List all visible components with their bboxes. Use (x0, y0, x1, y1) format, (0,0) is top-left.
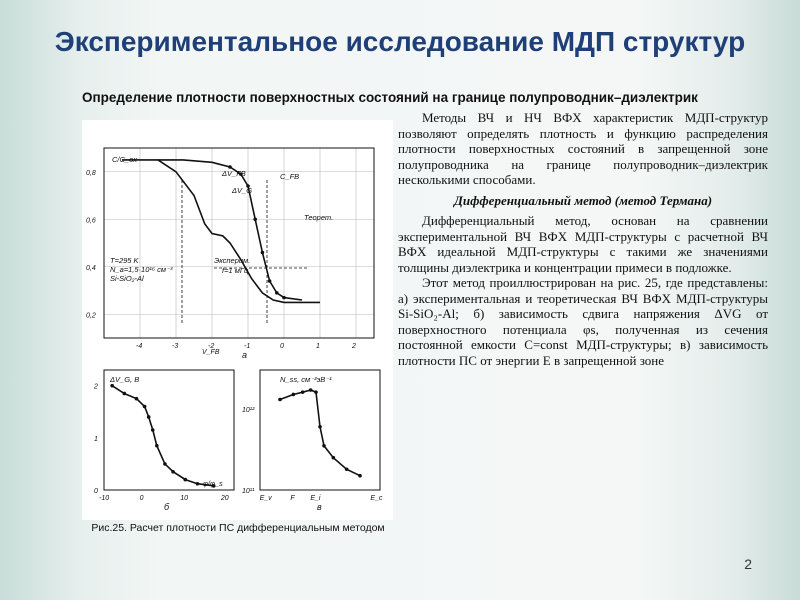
exper-label: Эксперим. (214, 256, 251, 265)
dvg-point (163, 462, 167, 466)
dvg-label: ΔV_G (232, 186, 253, 195)
nss-curve (280, 390, 360, 476)
dvg-curve (112, 386, 214, 486)
panel-a-ytick: 0,2 (86, 312, 96, 320)
panel-a-ylabel: C/C_ox (112, 155, 138, 164)
cfb-label: C_FB (280, 172, 300, 181)
experimental-curve (122, 160, 320, 303)
params-structure: Si-SiO₂-Al (110, 274, 144, 283)
dvg-point (123, 392, 127, 396)
panel-a-xtick: -2 (208, 343, 215, 350)
panel-b-ytick: 2 (94, 383, 98, 391)
panel-a-ytick: 0,4 (86, 264, 96, 272)
panel-c-ytick: 10¹¹ (242, 488, 255, 495)
panel-b-xtick: 0 (139, 495, 144, 502)
params-temp: T=295 K (110, 256, 139, 265)
dvg-point (135, 397, 139, 401)
section-subtitle: Определение плотности поверхностных состояний на границе полупроводник–диэлектрик (82, 90, 698, 105)
panel-c-sublabel: в (317, 502, 322, 512)
panel-c-xtick: E_v (259, 495, 272, 502)
panel-b-frame (104, 370, 234, 490)
paragraph-figure-description: Этот метод проиллюстрирован на рис. 25, где представлены: а) экспериментальная и теоретическая ВЧ ВФХ МДП-структуры Si-SiO₂-Al; б) зависимость сдвига напряжения ΔVG от поверхностного потенциала φs, полученная из сечения постоянной емкости C=const МДП-структуры; в) зависимость плотности ПС от энергии E в запрещенной зоне (398, 275, 768, 368)
dvg-point (155, 444, 159, 448)
nss-point (345, 467, 349, 471)
figure-svg (82, 120, 393, 520)
nss-point (278, 398, 282, 402)
theor-point (261, 251, 265, 255)
panel-a-xtick: 2 (352, 343, 356, 350)
figure-25 (82, 120, 393, 520)
dvg-point (143, 405, 147, 409)
nss-point (309, 388, 313, 392)
panel-b-xtick: 20 (220, 495, 229, 502)
panel-a-ytick: 0,6 (86, 217, 96, 225)
vfb-label: V_FB (202, 349, 220, 356)
panel-a-xtick: -3 (172, 343, 179, 350)
dvfb-label: ΔV_FB (222, 169, 246, 178)
theor-label: Теорет. (304, 213, 334, 222)
panel-c-xtick: E_c (370, 495, 383, 502)
slide-title: Экспериментальное исследование МДП структур (54, 26, 746, 57)
nss-point (314, 390, 318, 394)
panel-c-xtick: E_i (310, 495, 321, 502)
panel-a-xtick: 0 (280, 343, 284, 350)
panel-a-sublabel: а (242, 350, 248, 360)
dvg-point (171, 470, 175, 474)
panel-b-ylabel: ΔV_G, В (110, 375, 140, 384)
dvg-point (110, 384, 114, 388)
panel-c-xtick: F (290, 495, 295, 502)
nss-point (332, 456, 336, 460)
theor-point (282, 296, 286, 300)
nss-point (322, 444, 326, 448)
body-text (398, 110, 768, 368)
dvg-point (183, 478, 187, 482)
theor-point (253, 217, 257, 221)
dvg-point (151, 428, 155, 432)
panel-a-ytick: 0,8 (86, 169, 96, 177)
panel-b-ytick: 1 (94, 435, 98, 443)
panel-a (86, 148, 374, 360)
figure-caption: Рис.25. Расчет плотности ПС дифференциальным методом (91, 522, 385, 534)
nss-point (301, 390, 305, 394)
panel-c-ytick: 10¹² (242, 406, 255, 414)
dvg-point (147, 415, 151, 419)
panel-c (242, 370, 383, 512)
paragraph-intro: Методы ВЧ и НЧ ВФХ характеристик МДП-структур позволяют определять плотность и функцию распределения плотности поверхностных состояний в запрещенной зоне полупроводника на границе полупроводник–диэлектрик несколькими способами. (398, 110, 768, 187)
paragraph-method: Дифференциальный метод, основан на сравнении экспериментальной ВЧ ВФХ МДП-структуры с расчетной ВЧ ВФХ идеальной МДП-структуры с такими же значениями толщины диэлектрика и концентрации примеси в подложке. (398, 213, 768, 275)
panel-b-xtick: -10 (99, 495, 110, 502)
panel-b-sublabel: б (164, 502, 170, 512)
panel-a-xtick: 1 (316, 343, 320, 350)
params-doping: N_a=1,5·10¹⁶ см⁻³ (110, 265, 173, 274)
dvg-point (196, 482, 200, 486)
theor-point (275, 291, 279, 295)
panel-b-xtick: 10 (180, 495, 189, 502)
nss-point (318, 425, 322, 429)
panel-a-xtick: -1 (244, 343, 251, 350)
panel-b (93, 370, 234, 512)
method-heading: Дифференциальный метод (метод Термана) (453, 192, 713, 208)
nss-point (358, 474, 362, 478)
theor-point (268, 279, 272, 283)
nss-point (292, 393, 296, 397)
panel-b-xlabel: φ/φ_s (203, 479, 223, 488)
panel-c-ylabel: N_ss, см⁻²эВ⁻¹ (280, 375, 332, 384)
panel-b-ytick: 0 (94, 488, 98, 495)
page-number: 2 (744, 556, 752, 572)
panel-a-xtick: -4 (136, 343, 143, 350)
freq-label: f=1 мГц (222, 266, 249, 275)
